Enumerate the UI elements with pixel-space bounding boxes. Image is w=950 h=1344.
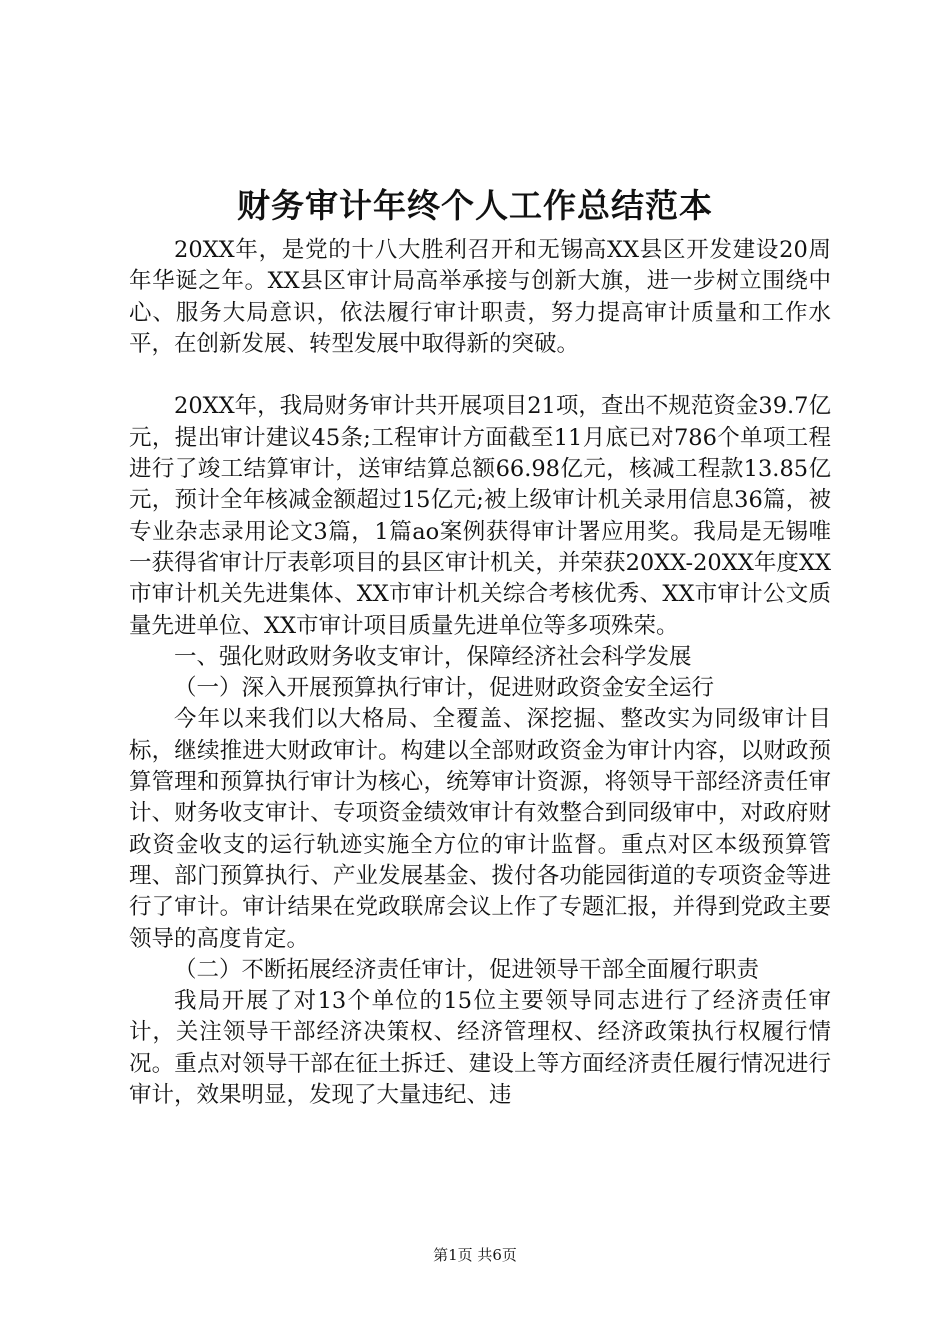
document-title: 财务审计年终个人工作总结范本 (237, 186, 713, 225)
paragraph-spacer (129, 360, 831, 391)
document-body (129, 235, 831, 1111)
subsection-heading-2: （二）不断拓展经济责任审计，促进领导干部全面履行职责 (174, 956, 760, 983)
page-number: 第1页 共6页 (433, 1246, 517, 1264)
paragraph-achievements: 20XX年，我局财务审计共开展项目21项，查出不规范资金39.7亿元，提出审计建议45条;工程审计方面截至11月底已对786个单项工程进行了竣工结算审计，送审结算总额66.98亿元，核减工程款13.85亿元，预计全年核减金额超过15亿元;被上级审计机关录用信息36篇，被专业杂志录用论文3篇，1篇ao案例获得审计署应用奖。我局是无锡唯一获得省审计厅表彰项目的县区审计机关，并荣获20XX-20XX年度XX市审计机关先进集体、XX市审计机关综合考核优秀、XX市审计公文质量先进单位、XX市审计项目质量先进单位等多项殊荣。 (129, 393, 831, 639)
subsection-heading-1: （一）深入开展预算执行审计，促进财政资金安全运行 (174, 675, 715, 702)
paragraph-intro: 20XX年，是党的十八大胜利召开和无锡高XX县区开发建设20周年华诞之年。XX县区审计局高举承接与创新大旗，进一步树立围绕中心、服务大局意识，依法履行审计职责，努力提高审计质量和工作水平，在创新发展、转型发展中取得新的突破。 (129, 237, 831, 357)
paragraph-budget-audit: 今年以来我们以大格局、全覆盖、深挖掘、整改实为同级审计目标，继续推进大财政审计。构建以全部财政资金为审计内容，以财政预算管理和预算执行审计为核心，统筹审计资源，将领导干部经济责任审计、财务收支审计、专项资金绩效审计有效整合到同级审中，对政府财政资金收支的运行轨迹实施全方位的审计监督。重点对区本级预算管理、部门预算执行、产业发展基金、拨付各功能园街道的专项资金等进行了审计。审计结果在党政联席会议上作了专题汇报，并得到党政主要领导的高度肯定。 (129, 706, 831, 952)
section-heading-1: 一、强化财政财务收支审计，保障经济社会科学发展 (174, 643, 692, 670)
paragraph-economic-responsibility: 我局开展了对13个单位的15位主要领导同志进行了经济责任审计，关注领导干部经济决策权、经济管理权、经济政策执行权履行情况。重点对领导干部在征土拆迁、建设上等方面经济责任履行情况进行审计，效果明显，发现了大量违纪、违 (129, 988, 831, 1109)
